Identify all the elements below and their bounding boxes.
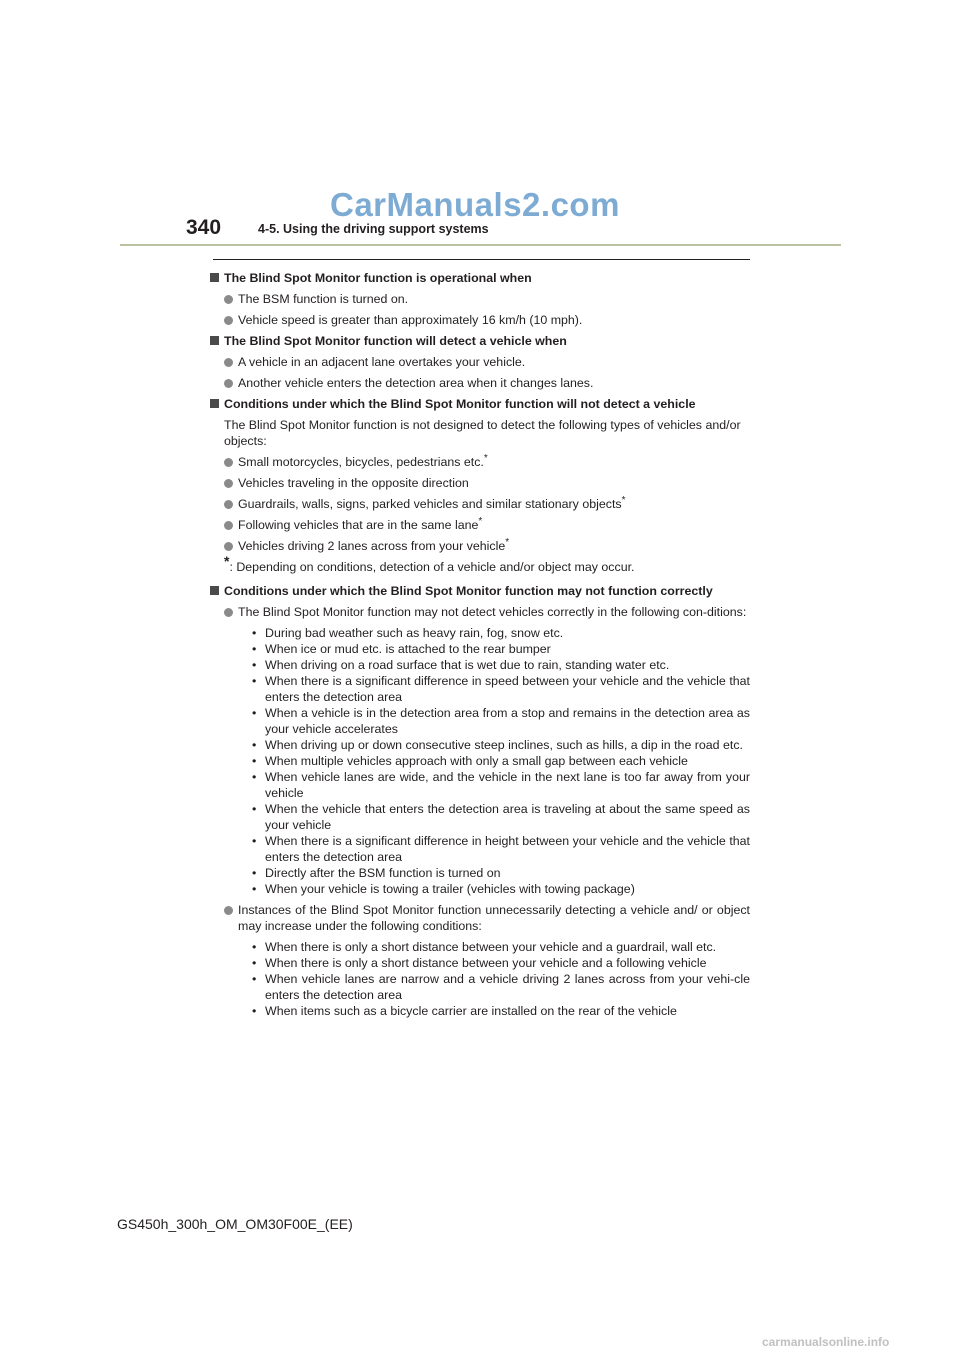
- list-item: [210, 517, 750, 533]
- list-item: [210, 354, 750, 370]
- watermark-logo: CarManuals2.com: [330, 186, 620, 223]
- sublist-item: • When driving on a road surface that is wet due to rain, standing water etc.: [252, 657, 750, 673]
- footnote-marker: *: [483, 452, 488, 464]
- circle-bullet-icon: [224, 542, 233, 551]
- footnote-marker: *: [478, 515, 483, 527]
- circle-bullet-icon: [224, 479, 233, 488]
- circle-bullet-icon: [224, 379, 233, 388]
- footnote-marker: *: [621, 494, 626, 506]
- condition-sublist: [252, 625, 750, 897]
- section-heading: [210, 583, 750, 599]
- list-item: [210, 454, 750, 470]
- list-item: [210, 312, 750, 328]
- square-bullet-icon: [210, 336, 219, 345]
- section-heading: [210, 270, 750, 286]
- list-item: [210, 375, 750, 391]
- list-item: [210, 475, 750, 491]
- sublist-item: • When vehicle lanes are narrow and a vehicle driving 2 lanes across from your vehi-cle enters the detection area: [252, 971, 750, 1003]
- section-heading: [210, 396, 750, 412]
- list-item-text: The Blind Spot Monitor function may not detect vehicles correctly in the following con-ditions:: [238, 605, 747, 619]
- watermark-footer: carmanualsonline.info: [762, 1335, 890, 1349]
- circle-bullet-icon: [224, 358, 233, 367]
- list-item: [210, 496, 750, 512]
- sublist-item: • When there is only a short distance between your vehicle and a following vehicle: [252, 955, 750, 971]
- heading-text: The Blind Spot Monitor function will detect a vehicle when: [224, 334, 567, 348]
- sublist-item: • When there is a significant difference in speed between your vehicle and the vehicle that enters the detection area: [252, 673, 750, 705]
- list-item-text: Guardrails, walls, signs, parked vehicles and similar stationary objects: [238, 497, 622, 511]
- sublist-item: • When driving up or down consecutive steep inclines, such as hills, a dip in the road etc.: [252, 737, 750, 753]
- sublist-item: • Directly after the BSM function is turned on: [252, 865, 750, 881]
- list-item-text: Vehicles driving 2 lanes across from your vehicle: [238, 539, 506, 553]
- content-rule: [213, 259, 750, 260]
- section-heading: [210, 333, 750, 349]
- circle-bullet-icon: [224, 608, 233, 617]
- section-title: 4-5. Using the driving support systems: [258, 222, 489, 236]
- sublist-item: • When there is a significant difference in height between your vehicle and the vehicle that enters the detection area: [252, 833, 750, 865]
- square-bullet-icon: [210, 586, 219, 595]
- sublist-item: • When items such as a bicycle carrier are installed on the rear of the vehicle: [252, 1003, 750, 1019]
- sublist-item: • When a vehicle is in the detection area from a stop and remains in the detection area as your vehicle accelerates: [252, 705, 750, 737]
- circle-bullet-icon: [224, 295, 233, 304]
- sublist-item: • When there is only a short distance between your vehicle and a guardrail, wall etc.: [252, 939, 750, 955]
- circle-bullet-icon: [224, 458, 233, 467]
- list-item: [210, 291, 750, 307]
- circle-bullet-icon: [224, 906, 233, 915]
- sublist-item: • When vehicle lanes are wide, and the vehicle in the next lane is too far away from your vehicle: [252, 769, 750, 801]
- list-item-text: Another vehicle enters the detection area when it changes lanes.: [238, 376, 594, 390]
- circle-bullet-icon: [224, 500, 233, 509]
- header-rule: [120, 244, 841, 246]
- heading-text: Conditions under which the Blind Spot Monitor function may not function correctly: [224, 584, 713, 598]
- list-item: [210, 538, 750, 554]
- section-intro: The Blind Spot Monitor function is not designed to detect the following types of vehicles and/or objects:: [224, 418, 741, 448]
- sublist-item: • When the vehicle that enters the detection area is traveling at about the same speed as your vehicle: [252, 801, 750, 833]
- sublist-item: • When ice or mud etc. is attached to the rear bumper: [252, 641, 750, 657]
- square-bullet-icon: [210, 273, 219, 282]
- list-item-text: Following vehicles that are in the same lane: [238, 518, 479, 532]
- list-item-text: Vehicle speed is greater than approximately 16 km/h (10 mph).: [238, 313, 583, 327]
- footnote-marker: *: [505, 536, 510, 548]
- heading-text: The Blind Spot Monitor function is operational when: [224, 271, 532, 285]
- list-item: [210, 902, 750, 934]
- list-item-text: Small motorcycles, bicycles, pedestrians etc.: [238, 455, 484, 469]
- page-content: [210, 270, 750, 1024]
- sublist-item: • During bad weather such as heavy rain, fog, snow etc.: [252, 625, 750, 641]
- circle-bullet-icon: [224, 521, 233, 530]
- list-item-text: Instances of the Blind Spot Monitor function unnecessarily detecting a vehicle and/ or object may increase under the following conditions:: [238, 903, 750, 933]
- footnote: [224, 552, 750, 575]
- heading-text: Conditions under which the Blind Spot Monitor function will not detect a vehicle: [224, 397, 696, 411]
- sublist-item: • When multiple vehicles approach with only a small gap between each vehicle: [252, 753, 750, 769]
- condition-sublist: [252, 939, 750, 1019]
- page-number: 340: [186, 216, 222, 239]
- footnote-marker: *: [224, 552, 230, 569]
- list-item: [210, 604, 750, 620]
- footnote-text: : Depending on conditions, detection of a vehicle and/or object may occur.: [229, 560, 635, 574]
- list-item-text: Vehicles traveling in the opposite direction: [238, 476, 469, 490]
- list-item-text: A vehicle in an adjacent lane overtakes your vehicle.: [238, 355, 526, 369]
- list-item-text: The BSM function is turned on.: [238, 292, 409, 306]
- circle-bullet-icon: [224, 316, 233, 325]
- document-code-footer: GS450h_300h_OM_OM30F00E_(EE): [117, 1216, 353, 1232]
- sublist-item: • When your vehicle is towing a trailer (vehicles with towing package): [252, 881, 750, 897]
- square-bullet-icon: [210, 399, 219, 408]
